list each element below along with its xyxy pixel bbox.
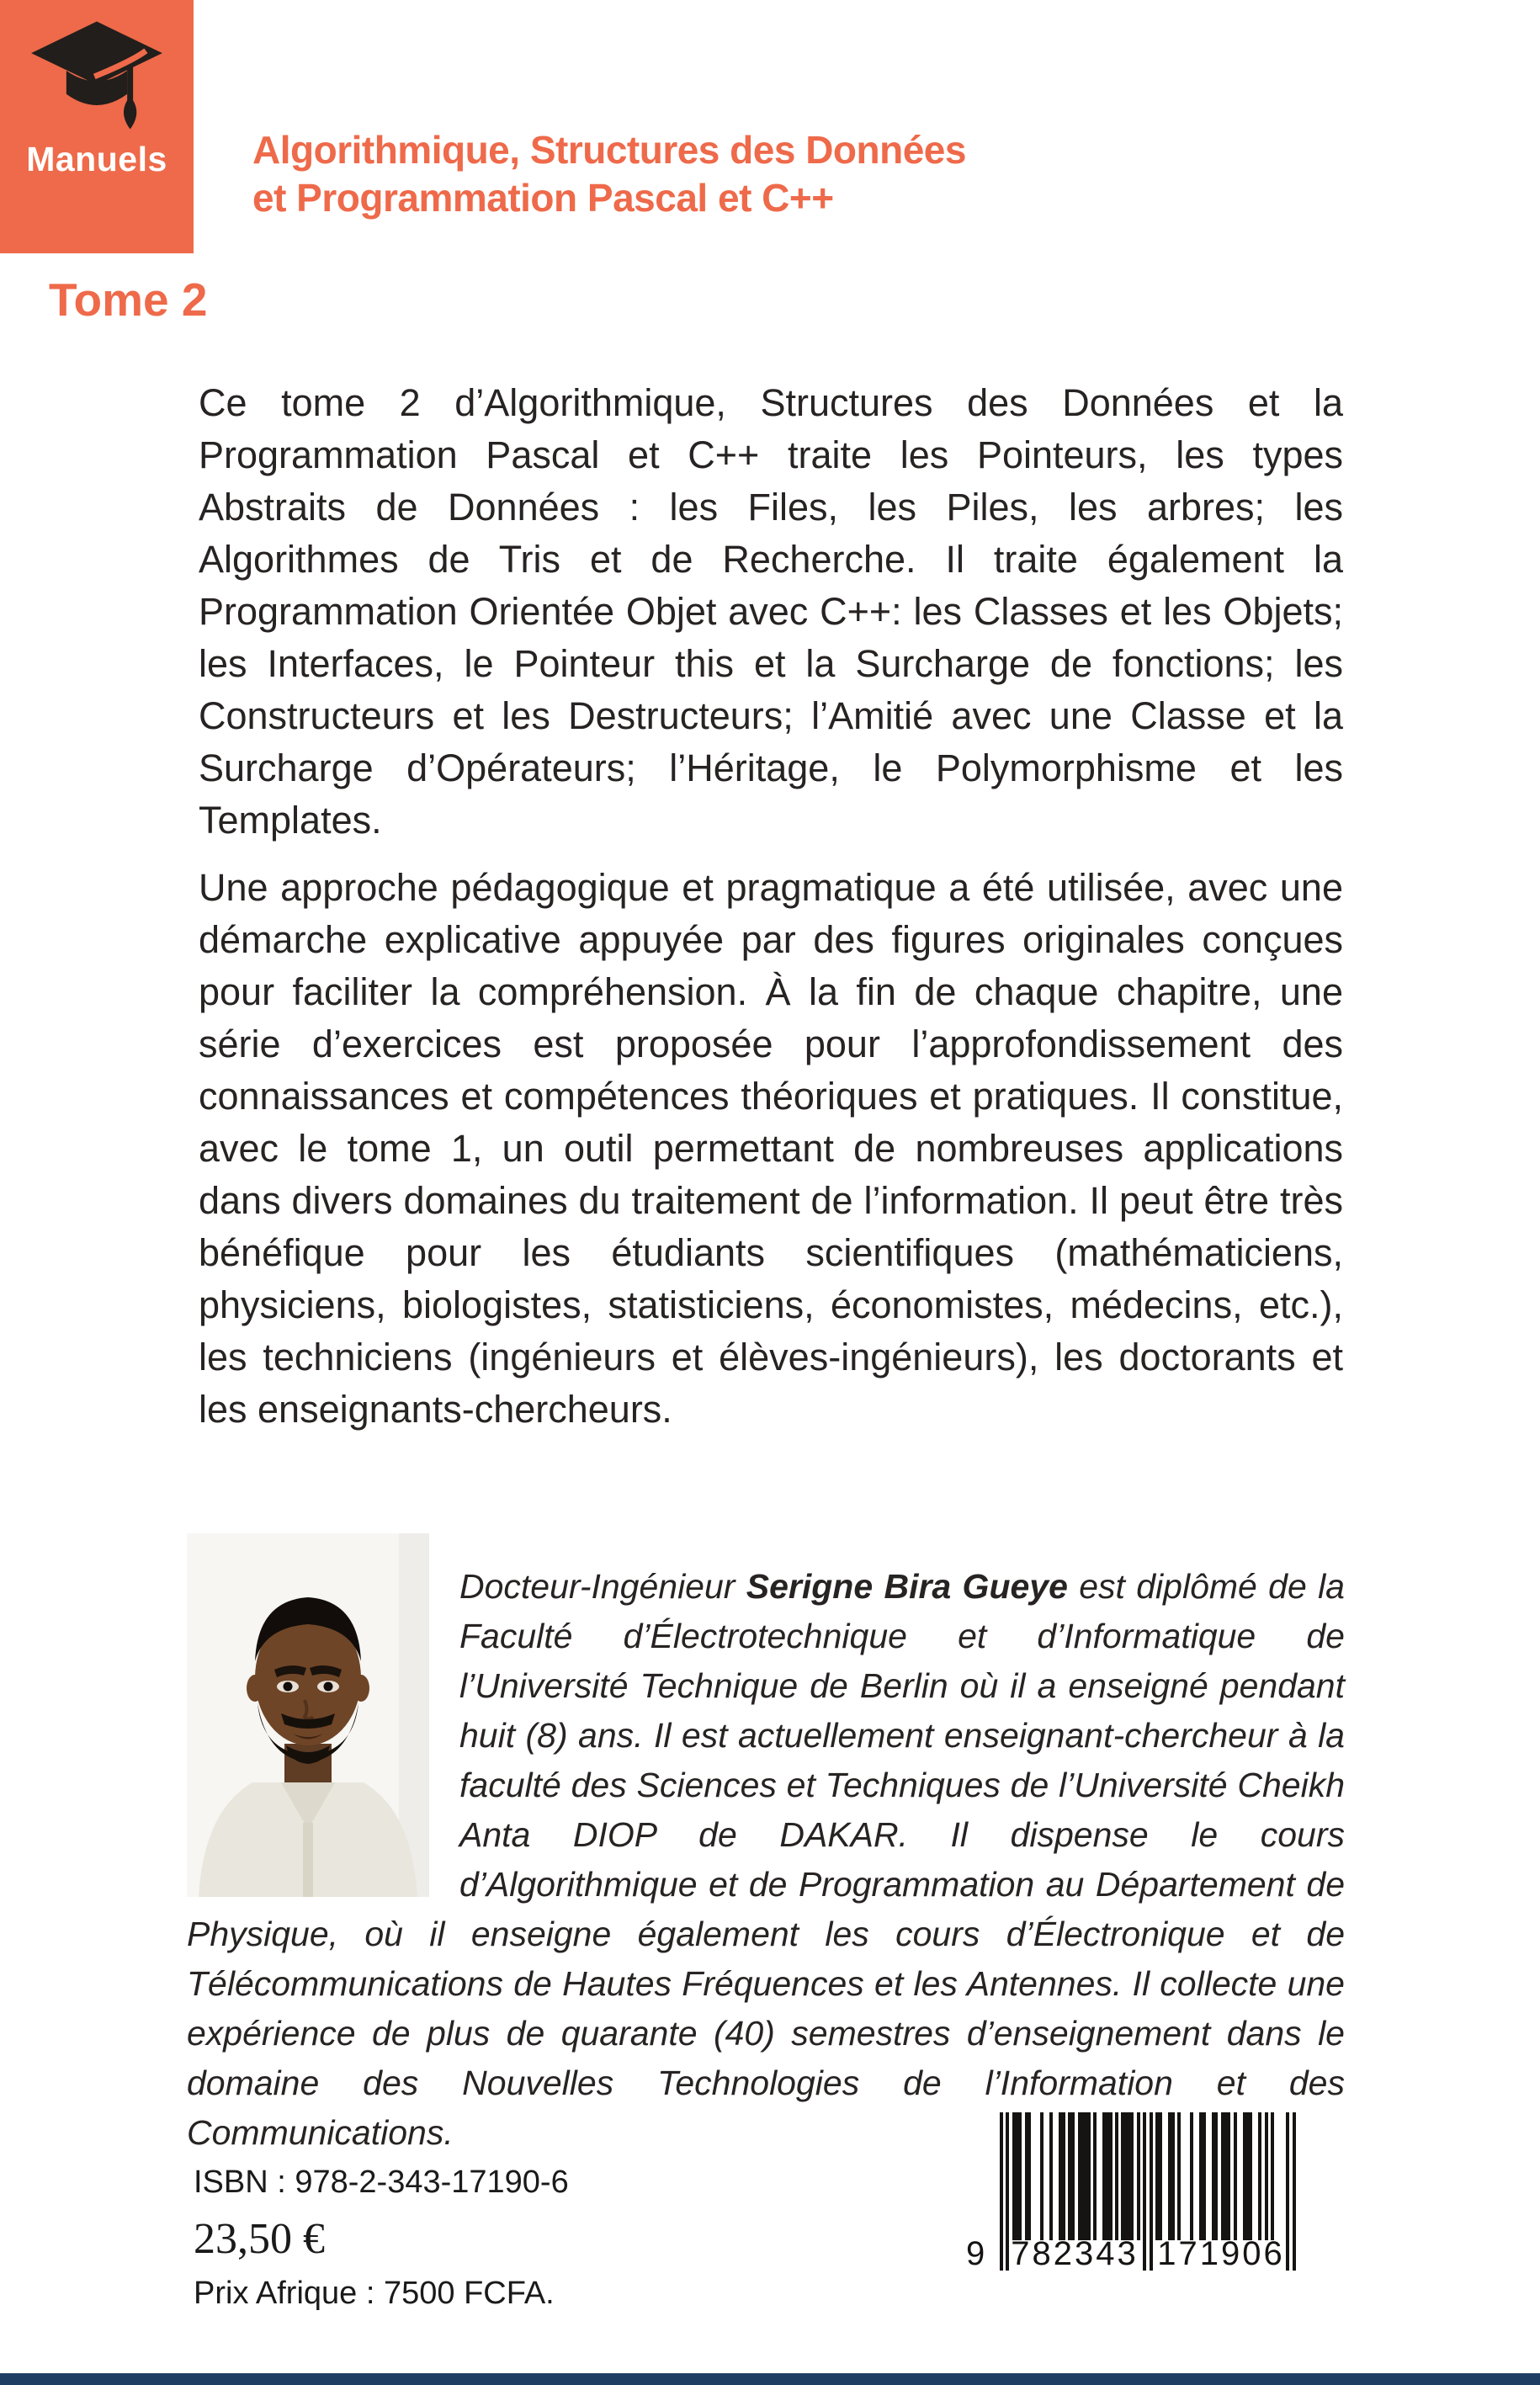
tome-label: Tome 2 (49, 274, 208, 326)
bio-prefix: Docteur-Ingénieur (459, 1567, 746, 1606)
collection-badge (0, 0, 194, 253)
barcode-left-digit: 9 (966, 2235, 985, 2272)
synopsis-paragraph-1: Ce tome 2 d’Algorithmique, Structures des Données et la Programmation Pascal et C++ traite les Pointeurs, les types Abstraits de Données : les Files, les Piles, les arbres; les Algorithmes de Tris et de Recherche. Il traite également la Programmation Orientée Objet avec C++: les Classes et les Objets; les Interfaces, le Pointeur this et la Surcharge de fonctions; les Constructeurs et les Destructeurs; l’Amitié avec une Classe et la Surcharge d’Opérateurs; l’Héritage, le Polymorphisme et les Templates. (199, 381, 1343, 842)
collection-badge-label: Manuels (26, 140, 167, 178)
book-title (252, 126, 966, 222)
price-eur: 23,50 € (194, 2215, 325, 2263)
author-section (187, 1533, 1345, 2158)
price-africa: Prix Afrique : 7500 FCFA. (194, 2276, 555, 2311)
bio-rest: est diplômé de la Faculté d’Électrotechnique et d’Informatique de l’Université Technique de Berlin où il a enseigné pendant huit (8) ans. Il est actuellement enseignant-chercheur à la faculté des Sciences et Techniques de l’Université Cheikh Anta DIOP de DAKAR. Il dispense le cours d’Algorithmique et de Programmation au Département de Physique, où il enseigne également les cours d’Électronique et de Télécommunications de Hautes Fréquences et les Antennes. Il collecte une expérience de plus de quarante (40) semestres d’enseignement dans le domaine des Nouvelles Technologies de l’Information et des Communications. (187, 1567, 1345, 2152)
author-name: Serigne Bira Gueye (746, 1567, 1068, 1606)
author-portrait-illustration (187, 1533, 429, 1897)
author-photo (187, 1533, 429, 1897)
graduation-cap-icon (26, 17, 167, 140)
barcode-digits-group2: 171906 (1157, 2235, 1285, 2272)
synopsis-paragraph-2: Une approche pédagogique et pragmatique a été utilisée, avec une démarche explicative appuyée par des figures originales conçues pour faciliter la compréhension. À la fin de chaque chapitre, une série d’exercices est proposée pour l’approfondissement des connaissances et compétences théoriques et pratiques. Il constitue, avec le tome 1, un outil permettant de nombreuses applications dans divers domaines du traitement de l’information. Il peut être très bénéfique pour les étudiants scientifiques (mathématiciens, physiciens, biologistes, statisticiens, économistes, médecins, etc.), les techniciens (ingénieurs et élèves-ingénieurs), les doctorants et les enseignants-chercheurs. (199, 866, 1343, 1431)
synopsis (199, 377, 1343, 1451)
barcode-digits-group1: 782343 (1011, 2235, 1139, 2272)
book-title-line1: Algorithmique, Structures des Données (252, 128, 966, 172)
isbn-text: ISBN : 978-2-343-17190-6 (194, 2165, 569, 2200)
book-title-line2: et Programmation Pascal et C++ (252, 176, 834, 220)
barcode (968, 2112, 1321, 2293)
isbn-price-block (194, 2165, 569, 2312)
footer-band (0, 2373, 1540, 2385)
